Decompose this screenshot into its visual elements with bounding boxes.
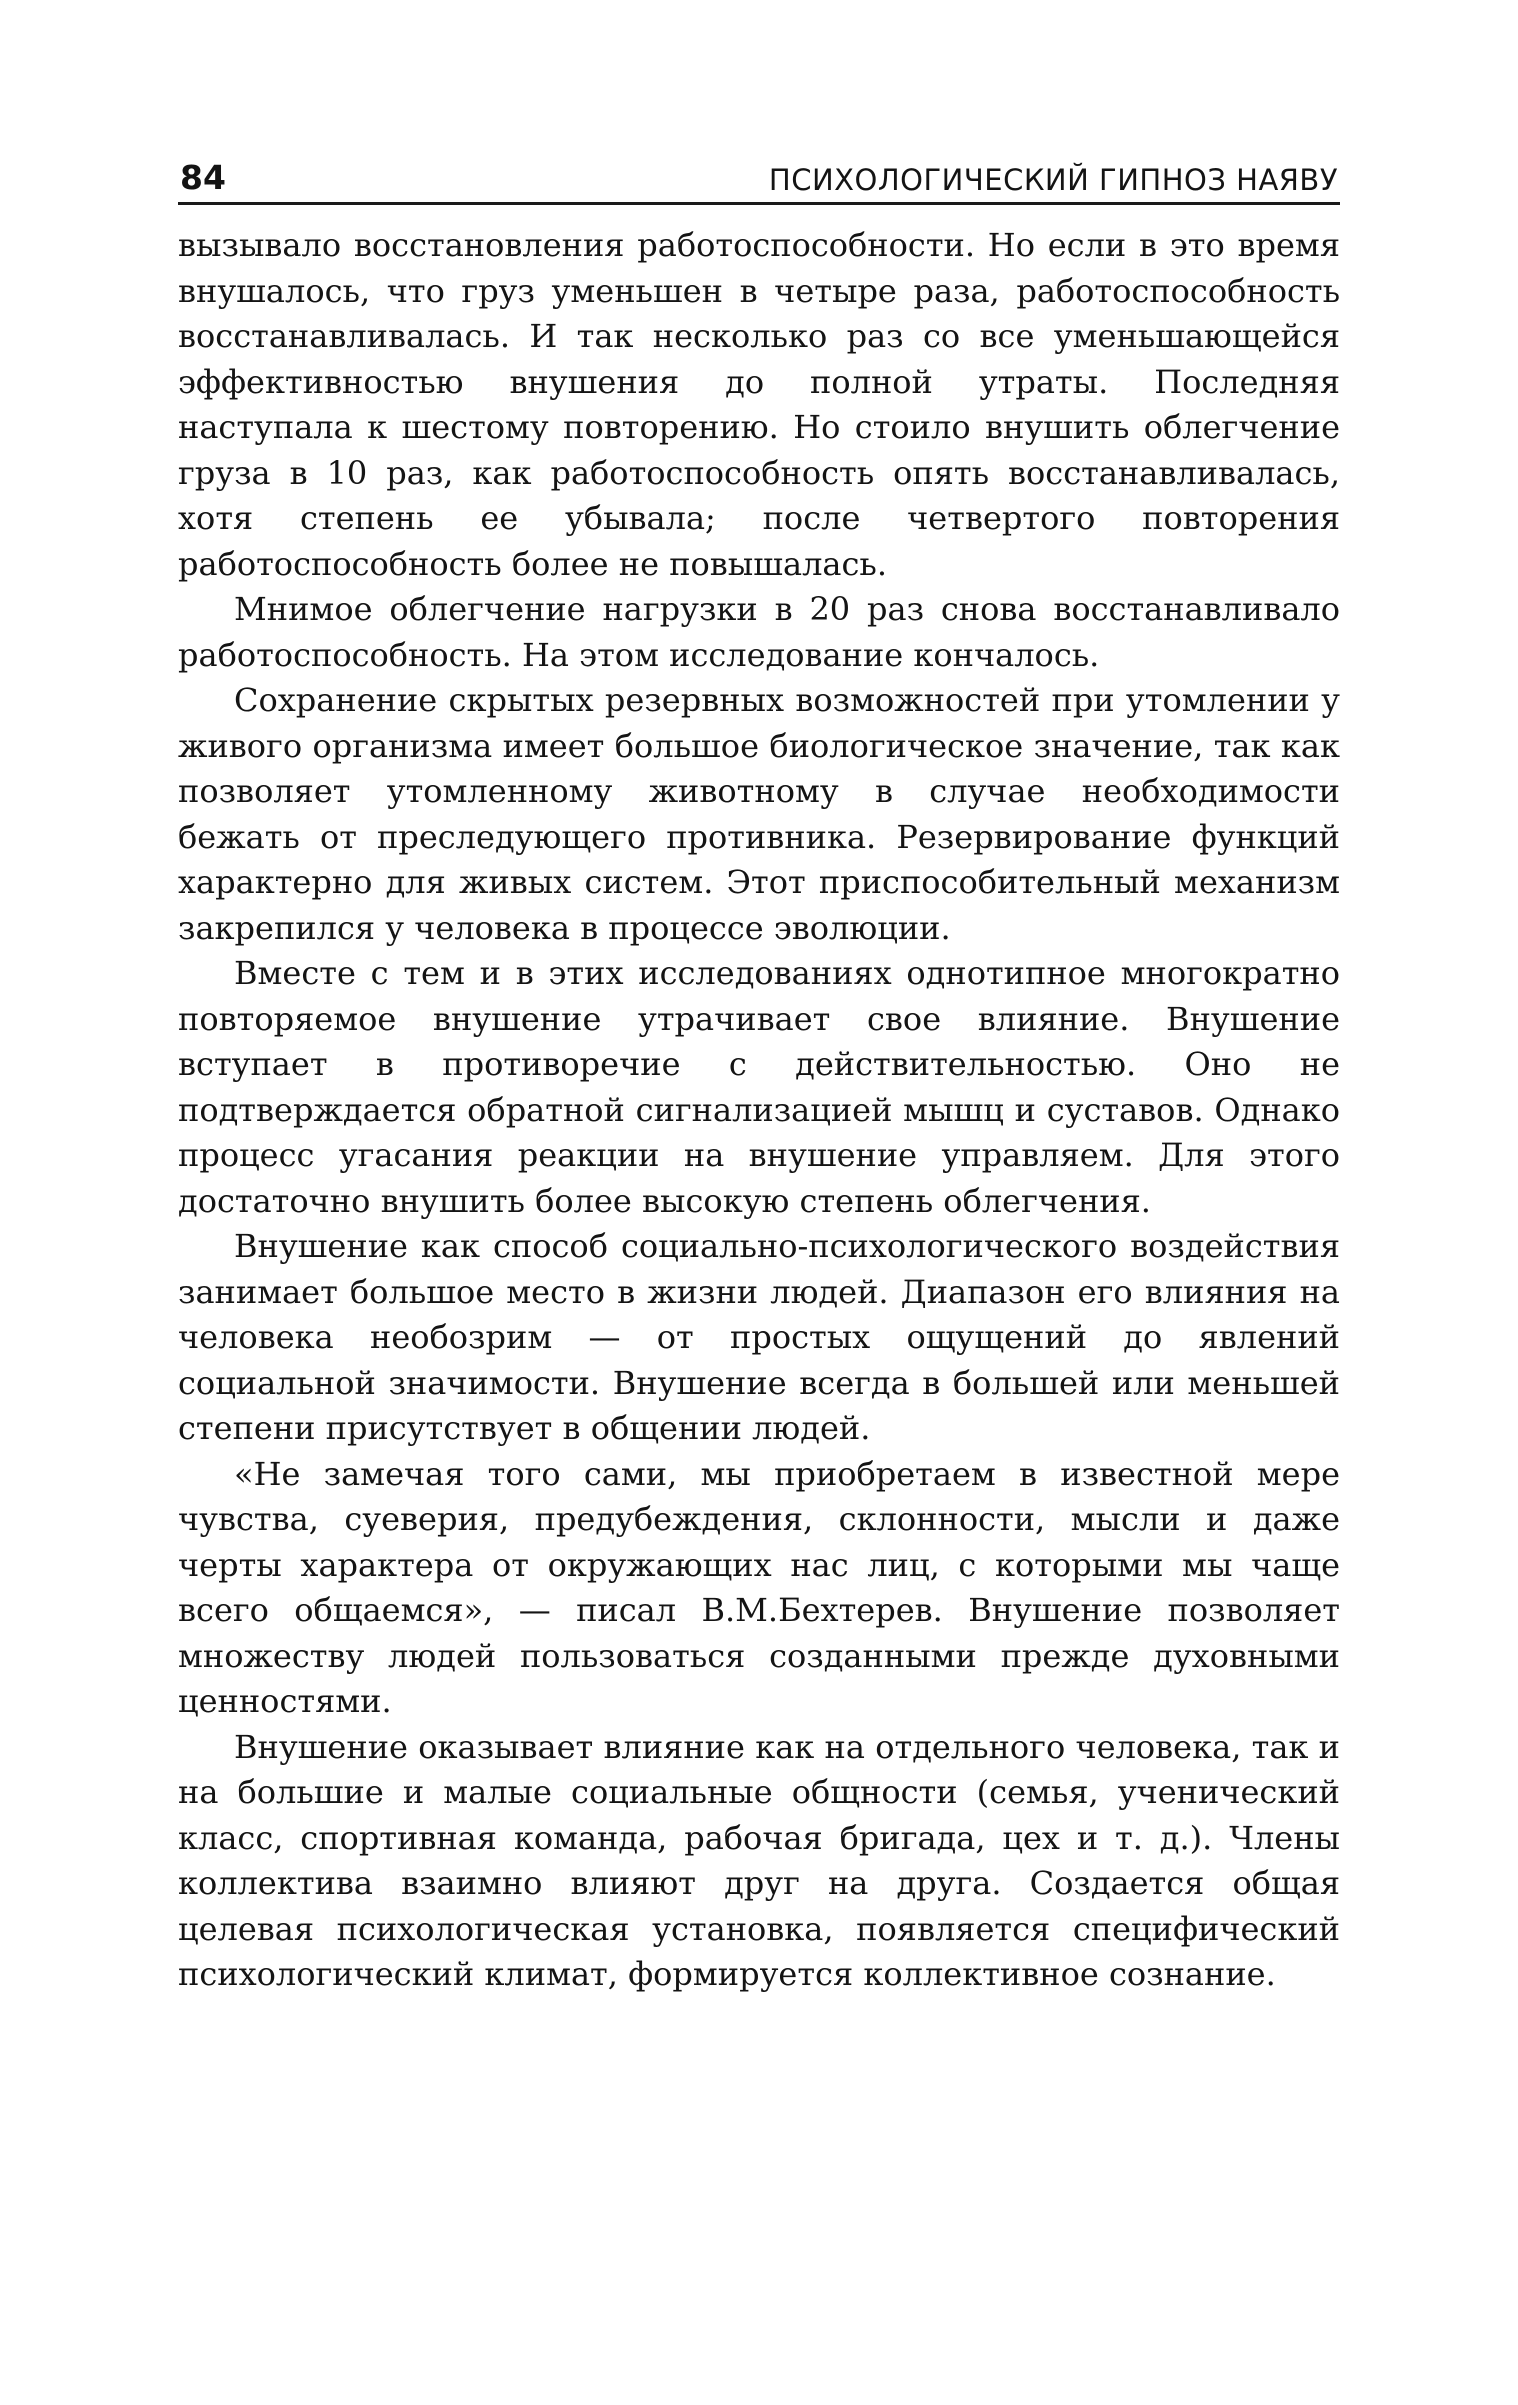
paragraph-continuation: вызывало восстановления работоспособности. Но если в это время внушалось, что груз уменьшен в четыре раза, работоспособность восстанавливалась. И так несколько раз со все уменьшающейся эффективностью внушения до полной утраты. Последняя наступала к шестому повторению. Но стоило внушить облегчение груза в 10 раз, как работоспособность опять восстанавливалась, хотя степень ее убывала; после четвертого повторения работоспособность более не повышалась.: [178, 226, 1340, 583]
paragraph: Вместе с тем и в этих исследованиях однотипное многократно повторяемое внушение утрачивает свое влияние. Внушение вступает в противоречие с действительностью. Оно не подтверждается обратной сигнализацией мышц и суставов. Однако процесс угасания реакции на внушение управляем. Для этого достаточно внушить более высокую степень облегчения.: [178, 954, 1340, 1220]
page-number: 84: [180, 158, 226, 197]
paragraph: Сохранение скрытых резервных возможностей при утомлении у живого организма имеет большое биологическое значение, так как позволяет утомленному животному в случае необходимости бежать от преследующего противника. Резервирование функций характерно для живых систем. Этот приспособительный механизм закрепился у человека в процессе эволюции.: [178, 681, 1340, 947]
book-page: [178, 150, 1340, 1998]
paragraph: Мнимое облегчение нагрузки в 20 раз снова восстанавливало работоспособность. На этом исследование кончалось.: [178, 590, 1340, 674]
running-title: ПСИХОЛОГИЧЕСКИЙ ГИПНОЗ НАЯВУ: [768, 163, 1338, 197]
body-text: [178, 223, 1340, 1998]
paragraph: Внушение как способ социально-психологического воздействия занимает большое место в жизни людей. Диапазон его влияния на человека необозрим — от простых ощущений до явлений социальной значимости. Внушение всегда в большей или меньшей степени присутствует в общении людей.: [178, 1227, 1340, 1447]
paragraph-quote: «Не замечая того сами, мы приобретаем в известной мере чувства, суеверия, предубеждения, склонности, мысли и даже черты характера от окружающих нас лиц, с которыми мы чаще всего общаемся», — писал В.М.Бехтерев. Внушение позволяет множеству людей пользоваться созданными прежде духовными ценностями.: [178, 1454, 1340, 1720]
paragraph: Внушение оказывает влияние как на отдельного человека, так и на большие и малые социальные общности (семья, ученический класс, спортивная команда, рабочая бригада, цех и т. д.). Члены коллектива взаимно влияют друг на друга. Создается общая целевая психологическая установка, появляется специфический психологический климат, формируется коллективное сознание.: [178, 1727, 1340, 1993]
page-header: [178, 150, 1340, 205]
